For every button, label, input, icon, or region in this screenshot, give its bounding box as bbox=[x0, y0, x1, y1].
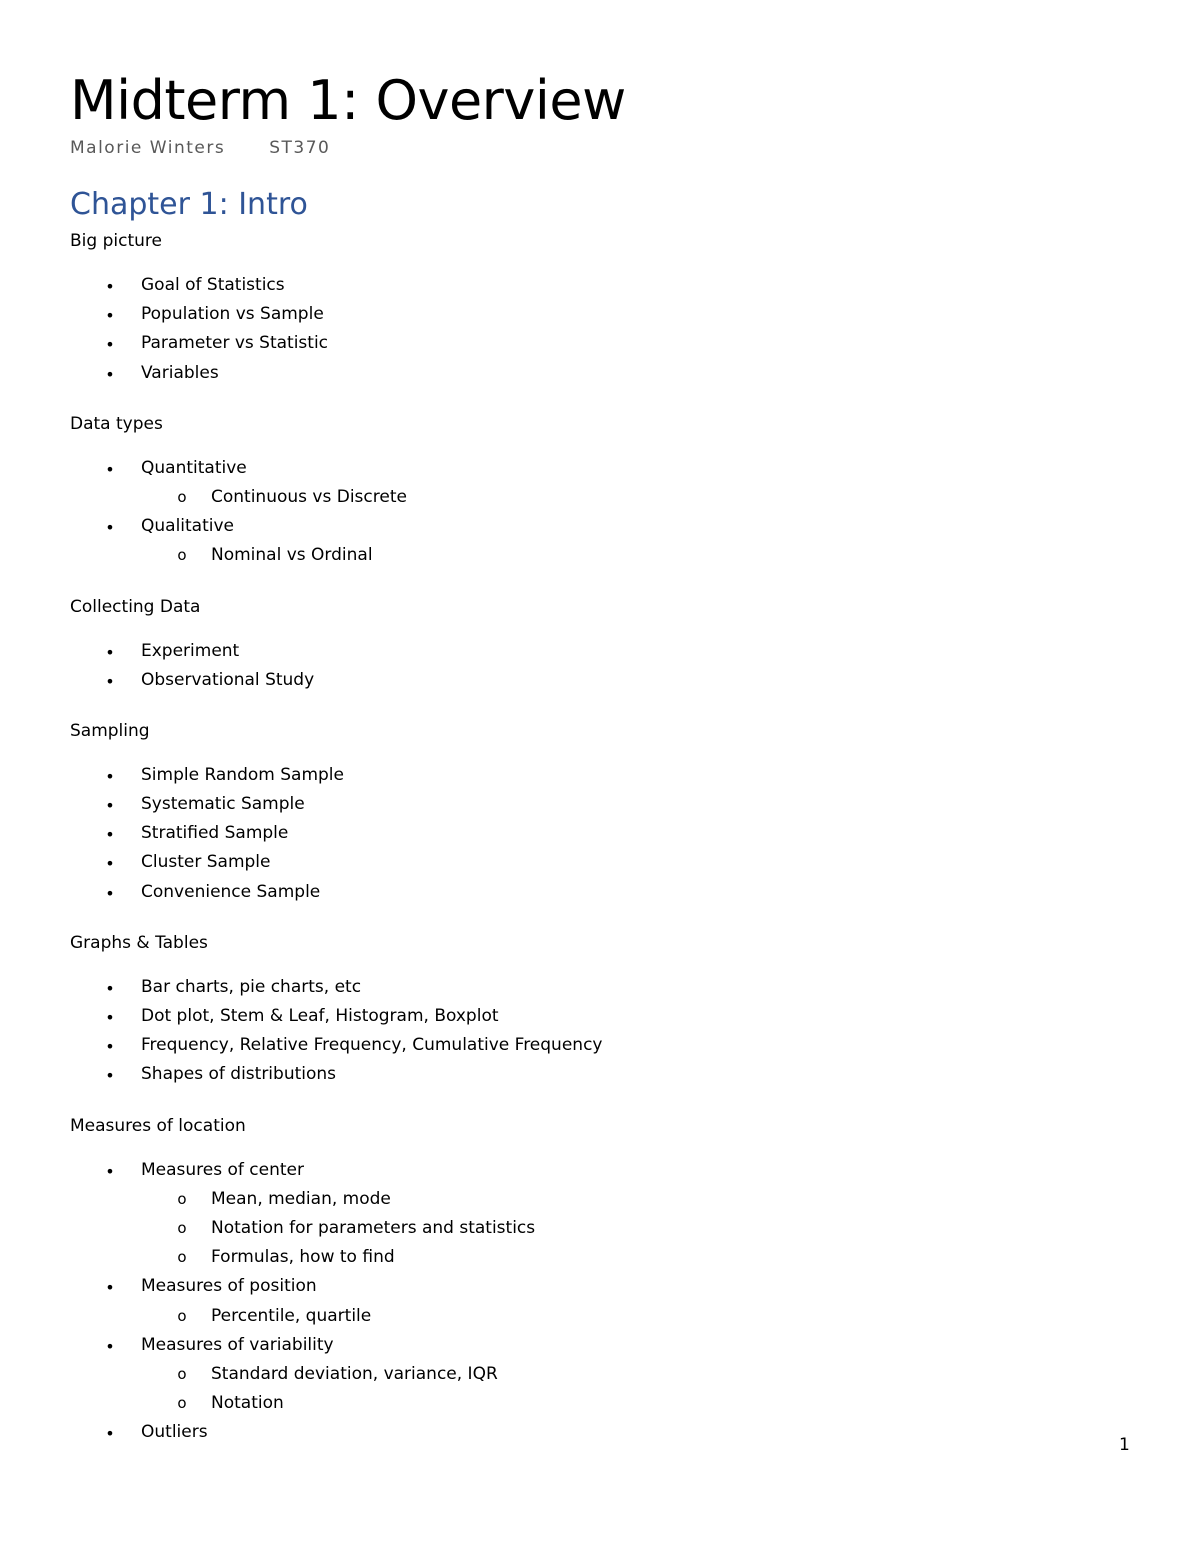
list-item-text: Variables bbox=[141, 362, 219, 383]
list-item bbox=[70, 457, 1130, 486]
outline-section bbox=[70, 1115, 1130, 1451]
section-heading: Sampling bbox=[70, 720, 150, 741]
bullet-dot-icon: • bbox=[105, 277, 115, 296]
list-item bbox=[70, 1005, 1130, 1034]
bullet-dot-icon: • bbox=[105, 364, 115, 384]
list-item bbox=[70, 1159, 1130, 1188]
bullet-dot-icon: • bbox=[105, 1278, 115, 1298]
list-item bbox=[70, 881, 1130, 910]
sub-list-item bbox=[70, 1217, 1130, 1246]
sub-list-item bbox=[70, 1246, 1130, 1275]
bullet-dot-icon: • bbox=[105, 518, 115, 538]
list-item-text: Shapes of distributions bbox=[141, 1064, 337, 1085]
bullet-dot-icon: • bbox=[105, 1066, 115, 1086]
bullet-circle-icon: o bbox=[177, 1189, 187, 1208]
list-item-text: Dot plot, Stem & Leaf, Histogram, Boxplot bbox=[141, 1006, 499, 1026]
bullet-dot-icon: • bbox=[105, 306, 115, 326]
bullet-list bbox=[70, 457, 1130, 574]
list-item bbox=[70, 303, 1130, 332]
list-item bbox=[70, 669, 1130, 698]
outline-section bbox=[70, 230, 1130, 391]
list-item-text: Population vs Sample bbox=[141, 304, 324, 325]
list-item-text: Measures of center bbox=[141, 1159, 304, 1180]
list-item-text: Parameter vs Statistic bbox=[141, 333, 329, 354]
author-name: Malorie Winters bbox=[70, 138, 226, 158]
section-heading: Collecting Data bbox=[70, 596, 201, 617]
list-item-text: Systematic Sample bbox=[141, 794, 305, 815]
outline-content bbox=[70, 230, 1130, 1472]
list-item-text: Bar charts, pie charts, etc bbox=[141, 976, 362, 997]
list-item-text: Goal of Statistics bbox=[141, 275, 285, 295]
list-item-text: Quantitative bbox=[141, 457, 247, 478]
sub-list-item bbox=[70, 1392, 1130, 1421]
bullet-circle-icon: o bbox=[177, 487, 187, 506]
page-number: 1 bbox=[1119, 1435, 1130, 1455]
list-item bbox=[70, 362, 1130, 391]
section-heading: Measures of location bbox=[70, 1115, 246, 1136]
bullet-circle-icon: o bbox=[177, 1218, 187, 1237]
list-item-text: Outliers bbox=[141, 1422, 208, 1443]
list-item-text: Convenience Sample bbox=[141, 881, 321, 902]
outline-section bbox=[70, 932, 1130, 1093]
bullet-list bbox=[70, 1159, 1130, 1451]
list-item bbox=[70, 1421, 1130, 1450]
sub-list-item-text: Standard deviation, variance, IQR bbox=[211, 1363, 498, 1384]
bullet-circle-icon: o bbox=[177, 546, 187, 565]
chapter-heading: Chapter 1: Intro bbox=[70, 187, 308, 222]
sub-list-item bbox=[70, 1363, 1130, 1392]
bullet-circle-icon: o bbox=[177, 1248, 187, 1267]
sub-list-item-text: Percentile, quartile bbox=[211, 1305, 372, 1326]
bullet-dot-icon: • bbox=[105, 459, 115, 479]
sub-list-item-text: Mean, median, mode bbox=[211, 1188, 391, 1209]
list-item-text: Stratified Sample bbox=[141, 823, 289, 844]
list-item-text: Measures of position bbox=[141, 1276, 317, 1297]
list-item bbox=[70, 515, 1130, 544]
list-item bbox=[70, 1063, 1130, 1092]
sub-list-item bbox=[70, 1188, 1130, 1217]
list-item bbox=[70, 851, 1130, 880]
bullet-dot-icon: • bbox=[105, 642, 115, 662]
list-item-text: Simple Random Sample bbox=[141, 764, 344, 785]
sub-list-item-text: Notation for parameters and statistics bbox=[211, 1217, 536, 1238]
bullet-dot-icon: • bbox=[105, 766, 115, 786]
bullet-list bbox=[70, 764, 1130, 910]
outline-section bbox=[70, 720, 1130, 910]
sub-list-item-text: Notation bbox=[211, 1393, 284, 1414]
list-item-text: Qualitative bbox=[141, 516, 235, 537]
sub-list-item bbox=[70, 486, 1130, 515]
list-item-text: Observational Study bbox=[141, 669, 315, 690]
outline-section bbox=[70, 413, 1130, 574]
sub-list-item-text: Formulas, how to find bbox=[211, 1247, 395, 1268]
outline-section bbox=[70, 596, 1130, 698]
list-item-text: Frequency, Relative Frequency, Cumulative Frequency bbox=[141, 1035, 603, 1056]
bullet-dot-icon: • bbox=[105, 1161, 115, 1181]
sub-list-item bbox=[70, 544, 1130, 573]
bullet-dot-icon: • bbox=[105, 1037, 115, 1057]
list-item bbox=[70, 274, 1130, 303]
list-item-text: Experiment bbox=[141, 640, 240, 661]
sub-list-item-text: Nominal vs Ordinal bbox=[211, 545, 373, 566]
list-item bbox=[70, 640, 1130, 669]
list-item bbox=[70, 1275, 1130, 1304]
bullet-dot-icon: • bbox=[105, 335, 115, 355]
list-item bbox=[70, 332, 1130, 361]
bullet-list bbox=[70, 976, 1130, 1093]
list-item-text: Measures of variability bbox=[141, 1334, 334, 1355]
bullet-dot-icon: • bbox=[105, 1008, 115, 1027]
list-item bbox=[70, 764, 1130, 793]
bullet-dot-icon: • bbox=[105, 796, 115, 816]
list-item bbox=[70, 976, 1130, 1005]
sub-list-item bbox=[70, 1305, 1130, 1334]
bullet-dot-icon: • bbox=[105, 825, 115, 845]
sub-list-item-text: Continuous vs Discrete bbox=[211, 486, 407, 507]
list-item bbox=[70, 1034, 1130, 1063]
bullet-dot-icon: • bbox=[105, 1424, 115, 1444]
bullet-circle-icon: o bbox=[177, 1394, 187, 1413]
section-heading: Data types bbox=[70, 413, 163, 434]
bullet-dot-icon: • bbox=[105, 978, 115, 998]
section-heading: Graphs & Tables bbox=[70, 932, 208, 953]
bullet-dot-icon: • bbox=[105, 883, 115, 903]
bullet-dot-icon: • bbox=[105, 854, 115, 874]
bullet-list bbox=[70, 274, 1130, 391]
list-item bbox=[70, 1334, 1130, 1363]
section-heading: Big picture bbox=[70, 231, 162, 251]
list-item bbox=[70, 822, 1130, 851]
bullet-dot-icon: • bbox=[105, 671, 115, 691]
list-item bbox=[70, 793, 1130, 822]
bullet-circle-icon: o bbox=[177, 1306, 187, 1325]
bullet-list bbox=[70, 640, 1130, 698]
document-title: Midterm 1: Overview bbox=[70, 69, 626, 132]
bullet-circle-icon: o bbox=[177, 1364, 187, 1383]
bullet-dot-icon: • bbox=[105, 1336, 115, 1356]
list-item-text: Cluster Sample bbox=[141, 852, 271, 873]
course-code: ST370 bbox=[269, 138, 331, 158]
document-subtitle bbox=[70, 138, 330, 158]
